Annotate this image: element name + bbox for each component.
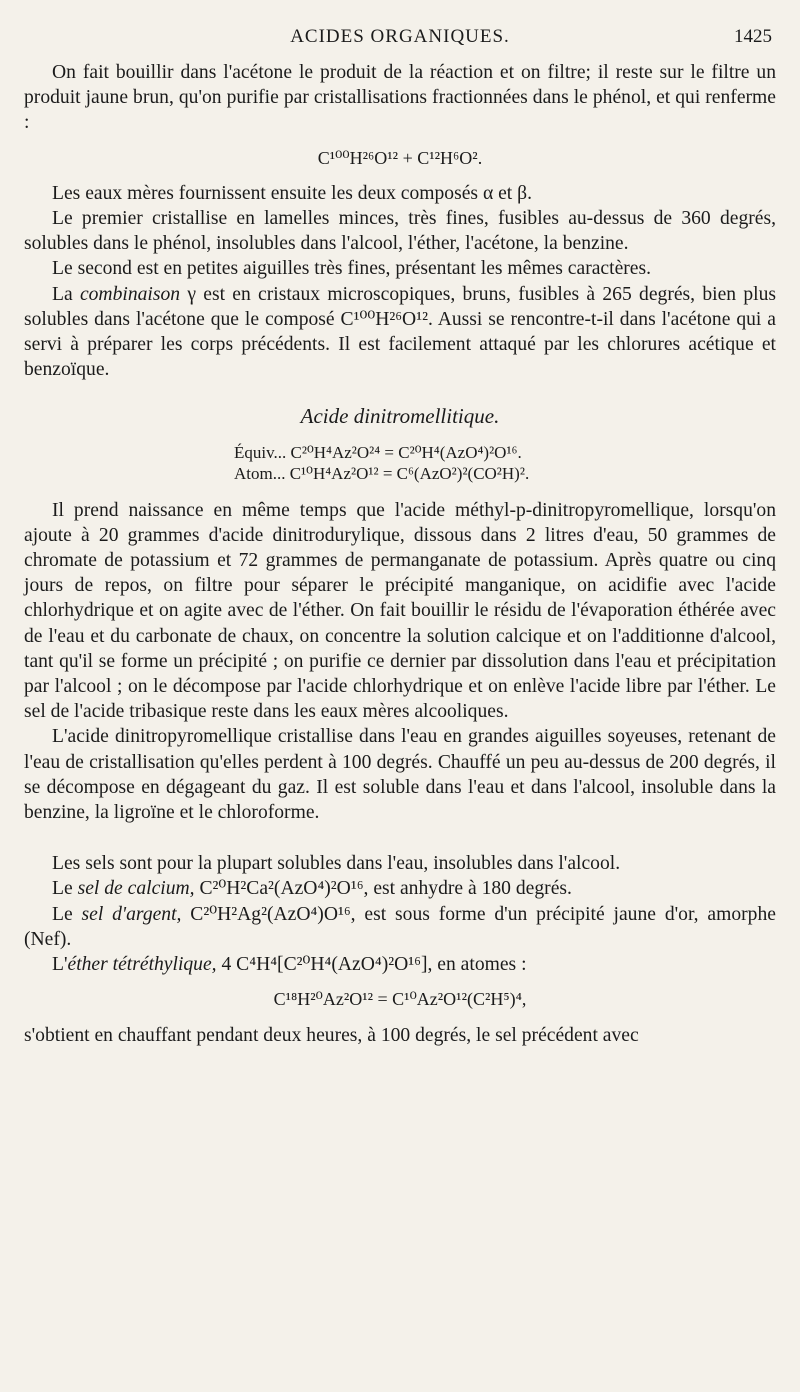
emphasis-combinaison: combinaison: [79, 283, 181, 305]
emphasis-ether: éther tétréthylique,: [67, 954, 217, 976]
text-rest: C²⁰H²Ag²(AzO⁴)O¹⁶, est sous forme d'un précipité jaune d'or, amorphe (Nef).: [24, 903, 776, 950]
running-title: ACIDES ORGANIQUES.: [290, 26, 510, 47]
emphasis-calcium-salt: sel de calcium,: [77, 878, 195, 900]
formula-ether: C¹⁸H²⁰Az²O¹² = C¹⁰Az²O¹²(C²H⁵)⁴,: [273, 989, 527, 1010]
text-lead: La: [52, 283, 80, 305]
paragraph-silver-salt: [24, 902, 776, 952]
emphasis-silver-salt: sel d'argent,: [81, 903, 182, 925]
paragraph-ether: [24, 952, 776, 977]
paragraph-mother-liquors: Les eaux mères fournissent ensuite les deux composés α et β.: [52, 182, 533, 204]
paragraph-calcium-salt: [24, 876, 776, 901]
section-title: Acide dinitromellitique.: [300, 404, 500, 429]
text-lead: Le: [52, 878, 78, 900]
text-lead: L': [52, 954, 68, 976]
text-lead: Le: [52, 903, 82, 925]
page-number: 1425: [734, 26, 772, 47]
formula-product: C¹⁰⁰H²⁶O¹² + C¹²H⁶O².: [317, 147, 483, 168]
text-rest: γ est en cristaux microscopiques, bruns, fusibles à 265 degrés, bien plus solubles dans l'acétone que le composé C¹⁰⁰H²⁶O¹². Aussi se rencontre-t-il dans l'acétone qui a servi à préparer les corps précédents. Il est facilement attaqué par les chlorures acétique et benzoïque.: [24, 283, 776, 381]
page-header: [0, 22, 800, 52]
paragraph-first-compound: Le premier cristallise en lamelles minces, très fines, fusibles au-dessus de 360 degrés, solubles dans le phénol, insolubles dans l'alcool, l'éther, l'acétone, la benzine.: [24, 208, 776, 255]
paragraph-second-compound: Le second est en petites aiguilles très fines, présentant les mêmes caractères.: [52, 258, 652, 280]
spacer: [24, 484, 776, 498]
paragraph-preparation: Il prend naissance en même temps que l'acide méthyl-p-dinitropyromellique, lorsqu'on ajoute à 20 grammes d'acide dinitrodurylique, dissous dans 2 litres d'eau, 50 grammes de chromate de potassium et 72 grammes de permanganate de potassium. Après quatre ou cinq jours de repos, on filtre pour séparer le précipité manganique, on acidifie avec l'acide chlorhydrique et on agite avec de l'éther. On fait bouillir le résidu de l'évaporation éthérée avec de l'eau et du carbonate de chaux, on concentre la solution calcique et on l'additionne d'alcool, tant qu'il se forme un précipité ; on purifie ce dernier par dissolution dans l'eau et précipitation par l'alcool ; on le décompose par l'acide chlorhydrique et on enlève l'acide libre par l'éther. Le sel de l'acide tribasique reste dans les eaux mères alcooliques.: [24, 499, 776, 723]
paragraph-salts: Les sels sont pour la plupart solubles dans l'eau, insolubles dans l'alcool.: [52, 853, 621, 875]
spacer: [24, 825, 776, 851]
paragraph-properties: L'acide dinitropyromellique cristallise dans l'eau en grandes aiguilles soyeuses, retenant de l'eau de cristallisation qu'elles perdent à 100 degrés. Chauffé un peu au-dessus de 200 degrés, il se décompose en dégageant du gaz. Il est soluble dans l'eau et dans l'alcool, insoluble dans la benzine, la ligroïne et le chloroforme.: [24, 726, 776, 824]
formula-atom: Atom... C¹⁰H⁴Az²O¹² = C⁶(AzO²)²(CO²H)².: [234, 463, 530, 483]
text-rest: 4 C⁴H⁴[C²⁰H⁴(AzO⁴)²O¹⁶], en atomes :: [216, 954, 527, 976]
paragraph-intro: On fait bouillir dans l'acétone le produit de la réaction et on filtre; il reste sur le filtre un produit jaune brun, qu'on purifie par cristallisations fractionnées dans le phénol, et qui renferme :: [24, 62, 776, 134]
paragraph-continuation: s'obtient en chauffant pendant deux heures, à 100 degrés, le sel précédent avec: [24, 1024, 639, 1046]
text-rest: C²⁰H²Ca²(AzO⁴)²O¹⁶, est anhydre à 180 degrés.: [194, 878, 572, 900]
page-body: [24, 60, 776, 1048]
formula-equiv: Équiv... C²⁰H⁴Az²O²⁴ = C²⁰H⁴(AzO⁴)²O¹⁶.: [234, 442, 522, 462]
paragraph-combination-gamma: [24, 282, 776, 383]
